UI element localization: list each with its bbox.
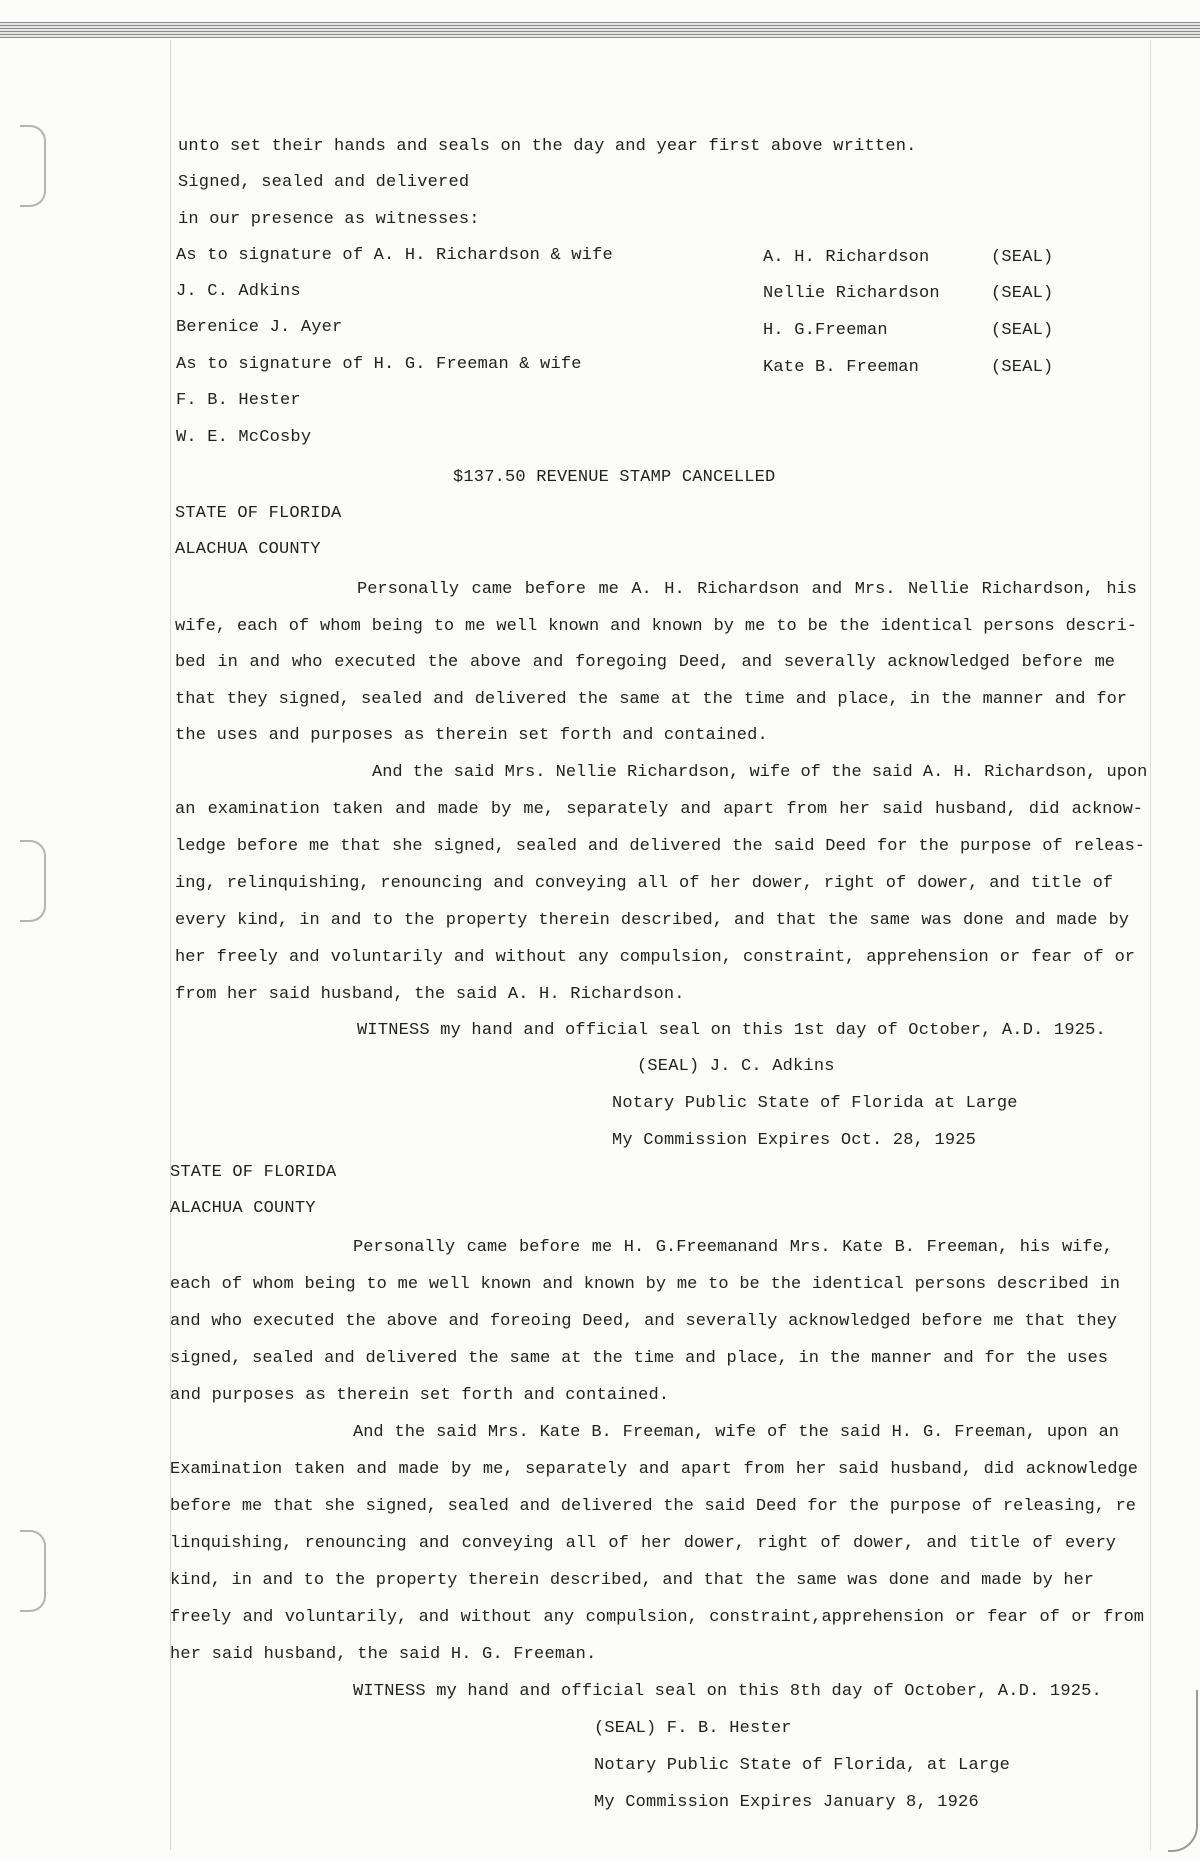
ack1-p2-line: every kind, in and to the property therein described, and that the same was done and made by	[175, 911, 1129, 930]
ack1-p1-line: wife, each of whom being to me well known and known by me to be the identical persons descri-	[175, 617, 1137, 636]
county-heading: ALACHUA COUNTY	[175, 540, 321, 559]
signer-seal: (SEAL)	[991, 284, 1054, 303]
ack2-p2-line: kind, in and to the property therein described, and that the same was done and made by her	[170, 1571, 1094, 1590]
ack1-p1-line: Personally came before me A. H. Richardson and Mrs. Nellie Richardson, his	[357, 580, 1137, 599]
ack2-p1-line: and who executed the above and foreoing Deed, and severally acknowledged before me that they	[170, 1312, 1117, 1331]
witness-line: As to signature of A. H. Richardson & wife	[176, 246, 613, 265]
top-border-band	[0, 22, 1200, 38]
ack1-p2-line: her freely and voluntarily and without any compulsion, constraint, apprehension or fear of or	[175, 948, 1135, 967]
witness-line: As to signature of H. G. Freeman & wife	[176, 355, 582, 374]
notary-title: Notary Public State of Florida, at Large	[594, 1756, 1011, 1775]
witness-clause: WITNESS my hand and official seal on this 1st day of October, A.D. 1925.	[357, 1021, 1106, 1040]
punch-hole	[20, 1530, 46, 1612]
ack1-p2-line: ing, relinquishing, renouncing and conveying all of her dower, right of dower, and title of	[175, 874, 1113, 893]
commission-expiry: My Commission Expires January 8, 1926	[594, 1793, 979, 1812]
notary-seal-line: (SEAL) F. B. Hester	[594, 1719, 792, 1738]
right-margin-rule	[1150, 40, 1151, 1850]
ack2-p2-line: her said husband, the said H. G. Freeman.	[170, 1645, 597, 1664]
ack2-p1-line: Personally came before me H. G.Freemanand Mrs. Kate B. Freeman, his wife,	[353, 1238, 1113, 1257]
ack1-p1-line: that they signed, sealed and delivered the same at the time and place, in the manner and for	[175, 690, 1127, 709]
witness-line: J. C. Adkins	[176, 282, 301, 301]
commission-expiry: My Commission Expires Oct. 28, 1925	[612, 1131, 977, 1150]
closing-line: in our presence as witnesses:	[178, 210, 480, 229]
ack1-p1-line: the uses and purposes as therein set forth and contained.	[175, 726, 768, 745]
ack2-p1-line: and purposes as therein set forth and contained.	[170, 1386, 670, 1405]
witness-line: Berenice J. Ayer	[176, 318, 343, 337]
witness-line: F. B. Hester	[176, 391, 301, 410]
ack1-p2-line: from her said husband, the said A. H. Richardson.	[175, 985, 685, 1004]
signer-name: Kate B. Freeman	[763, 358, 920, 377]
ack1-p2-line: And the said Mrs. Nellie Richardson, wife of the said A. H. Richardson, upon	[372, 763, 1148, 782]
closing-line: Signed, sealed and delivered	[178, 173, 470, 192]
page-corner-curl	[1168, 1690, 1198, 1852]
ack2-p2-line: And the said Mrs. Kate B. Freeman, wife of the said H. G. Freeman, upon an	[353, 1423, 1119, 1442]
witness-clause: WITNESS my hand and official seal on this 8th day of October, A.D. 1925.	[353, 1682, 1102, 1701]
ack2-p1-line: each of whom being to me well known and known by me to be the identical persons described in	[170, 1275, 1120, 1294]
notary-seal-line: (SEAL) J. C. Adkins	[637, 1057, 835, 1076]
revenue-stamp-note: $137.50 REVENUE STAMP CANCELLED	[453, 468, 776, 487]
punch-hole	[20, 840, 46, 922]
notary-title: Notary Public State of Florida at Large	[612, 1094, 1018, 1113]
county-heading: ALACHUA COUNTY	[170, 1199, 316, 1218]
signer-name: A. H. Richardson	[763, 248, 930, 267]
signer-seal: (SEAL)	[991, 321, 1054, 340]
ack1-p1-line: bed in and who executed the above and foregoing Deed, and severally acknowledged before me	[175, 653, 1115, 672]
state-heading: STATE OF FLORIDA	[170, 1163, 337, 1182]
ack2-p2-line: freely and voluntarily, and without any compulsion, constraint,apprehension or fear of or from	[170, 1608, 1144, 1627]
signer-name: H. G.Freeman	[763, 321, 888, 340]
ack2-p2-line: before me that she signed, sealed and delivered the said Deed for the purpose of releasing, re	[170, 1497, 1136, 1516]
signer-seal: (SEAL)	[991, 248, 1054, 267]
signer-seal: (SEAL)	[991, 358, 1054, 377]
ack1-p2-line: an examination taken and made by me, separately and apart from her said husband, did acknow-	[175, 800, 1143, 819]
ack2-p1-line: signed, sealed and delivered the same at the time and place, in the manner and for the uses	[170, 1349, 1108, 1368]
state-heading: STATE OF FLORIDA	[175, 504, 342, 523]
witness-line: W. E. McCosby	[176, 428, 312, 447]
closing-line: unto set their hands and seals on the day and year first above written.	[178, 137, 917, 156]
ack2-p2-line: Examination taken and made by me, separately and apart from her said husband, did acknowledge	[170, 1460, 1138, 1479]
ack1-p2-line: ledge before me that she signed, sealed and delivered the said Deed for the purpose of releas-	[175, 837, 1145, 856]
punch-hole	[20, 125, 46, 207]
signer-name: Nellie Richardson	[763, 284, 940, 303]
ack2-p2-line: linquishing, renouncing and conveying all of her dower, right of dower, and title of every	[170, 1534, 1116, 1553]
